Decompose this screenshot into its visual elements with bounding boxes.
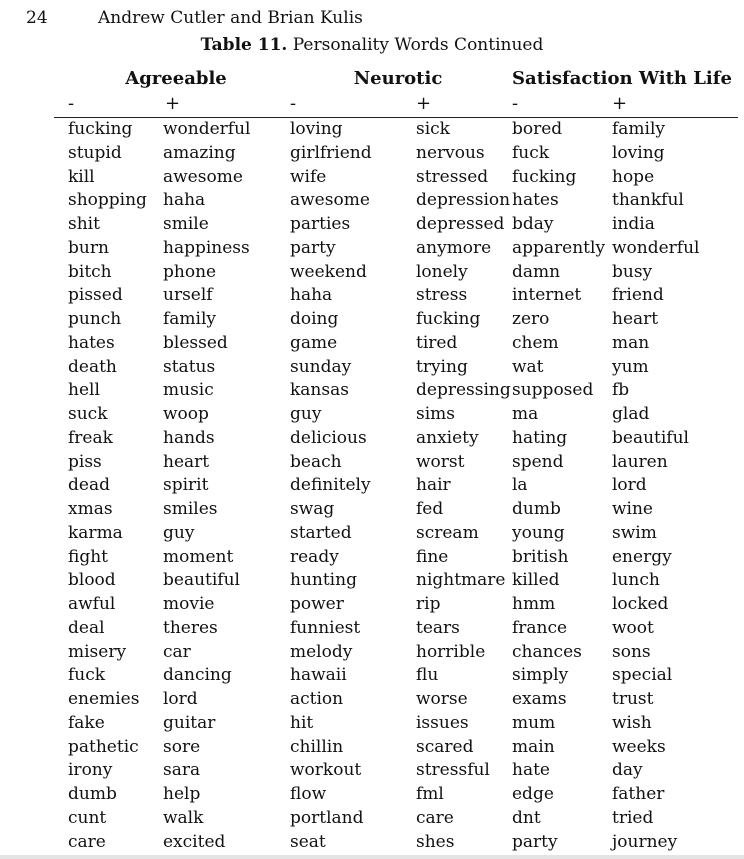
table-cell: enemies	[68, 689, 140, 709]
table-cell: spend	[512, 451, 564, 472]
table-cell: hit	[290, 712, 314, 733]
running-header-authors: Andrew Cutler and Brian Kulis	[98, 8, 363, 28]
table-cell: hell	[68, 380, 100, 401]
table-cell: father	[612, 784, 665, 804]
table-cell: horrible	[416, 641, 486, 662]
table-cell: ready	[290, 546, 339, 567]
table-cell: fucking	[68, 119, 133, 139]
table-cell: help	[163, 784, 201, 804]
table-cell: swag	[290, 499, 335, 519]
table-cell: chem	[512, 332, 559, 353]
group-header-satisfaction: Satisfaction With Life	[512, 68, 732, 89]
table-cell: woop	[163, 404, 209, 424]
table-cell: stressful	[416, 760, 490, 781]
table-cell: young	[512, 522, 565, 543]
table-cell: misery	[68, 641, 127, 662]
group-header-agreeable: Agreeable	[125, 68, 227, 89]
table-cell: man	[612, 332, 650, 353]
sign-neg-satisfaction: -	[512, 93, 519, 114]
table-cell: kill	[68, 166, 95, 187]
table-cell: karma	[68, 522, 123, 543]
table-cell: dead	[68, 475, 110, 496]
table-cell: bitch	[68, 261, 112, 282]
table-cell: party	[290, 237, 336, 258]
table-cell: weekend	[290, 261, 367, 282]
table-cell: busy	[612, 261, 653, 282]
table-cell: parties	[290, 214, 351, 234]
table-cell: guitar	[163, 712, 216, 733]
table-cell: shes	[416, 831, 455, 852]
table-cell: stressed	[416, 166, 489, 187]
table-cell: status	[163, 356, 216, 377]
table-cell: hope	[612, 166, 655, 187]
table-cell: funniest	[290, 617, 361, 638]
table-cell: happiness	[163, 237, 250, 258]
table-cell: smile	[163, 214, 209, 234]
table-cell: cunt	[68, 807, 107, 828]
table-cell: hair	[416, 475, 451, 496]
table-cell: shit	[68, 214, 100, 234]
table-cell: death	[68, 356, 117, 377]
column-neurotic-pos	[416, 118, 511, 854]
table-cell: special	[612, 665, 673, 686]
table-cell: sims	[416, 404, 456, 424]
table-cell: care	[68, 831, 106, 852]
table-cell: main	[512, 736, 555, 757]
table-cell: killed	[512, 570, 560, 591]
table-cell: beautiful	[163, 570, 240, 591]
table-cell: fucking	[512, 166, 577, 187]
table-cell: heart	[163, 451, 210, 472]
table-cell: party	[512, 831, 558, 852]
table-cell: shopping	[68, 190, 147, 211]
table-cell: wat	[512, 356, 544, 377]
table-cell: hmm	[512, 594, 556, 614]
table-cell: fight	[68, 546, 109, 567]
table-cell: edge	[512, 784, 554, 804]
table-cell: issues	[416, 712, 469, 733]
table-cell: journey	[612, 831, 678, 852]
table-cell: british	[512, 546, 569, 567]
table-cell: lord	[612, 475, 647, 496]
table-cell: excited	[163, 831, 226, 852]
table-cell: fake	[68, 712, 105, 733]
table-cell: awful	[68, 594, 116, 614]
table-cell: beautiful	[612, 427, 689, 448]
table-cell: deal	[68, 617, 105, 638]
table-cell: started	[290, 522, 352, 543]
table-cell: game	[290, 332, 338, 353]
table-cell: spirit	[163, 475, 209, 496]
table-cell: moment	[163, 546, 234, 567]
table-cell: woot	[612, 617, 654, 638]
table-cell: anxiety	[416, 427, 479, 448]
table-cell: tears	[416, 617, 460, 638]
table-cell: weeks	[612, 736, 666, 757]
table-cell: flow	[290, 784, 327, 804]
table-cell: fuck	[512, 142, 550, 163]
sign-neg-agreeable: -	[68, 93, 75, 114]
table-cell: loving	[290, 119, 343, 139]
table-cell: thankful	[612, 190, 684, 211]
table-cell: dnt	[512, 807, 541, 828]
table-cell: walk	[163, 807, 204, 828]
table-cell: fml	[416, 784, 444, 804]
table-cell: wine	[612, 499, 653, 519]
table-cell: wonderful	[612, 237, 700, 258]
table-cell: burn	[68, 237, 109, 258]
table-cell: rip	[416, 594, 441, 614]
table-cell: girlfriend	[290, 142, 372, 163]
table-cell: swim	[612, 522, 657, 543]
table-cell: lauren	[612, 451, 668, 472]
table-cell: hating	[512, 427, 568, 448]
table-cell: stress	[416, 285, 468, 306]
table-cell: blood	[68, 570, 116, 591]
table-cell: supposed	[512, 380, 594, 401]
table-cell: guy	[290, 404, 322, 424]
table-cell: beach	[290, 451, 342, 472]
table-cell: bday	[512, 214, 554, 234]
table-cell: apparently	[512, 237, 606, 258]
sign-pos-neurotic: +	[416, 93, 432, 114]
table-cell: loving	[612, 142, 665, 163]
table-cell: awesome	[163, 166, 243, 187]
table-cell: france	[512, 617, 568, 638]
table-cell: hunting	[290, 570, 357, 591]
table-cell: worse	[416, 689, 468, 709]
sign-pos-agreeable: +	[165, 93, 181, 114]
table-cell: sunday	[290, 356, 352, 377]
table-cell: hates	[512, 190, 559, 211]
table-cell: portland	[290, 807, 364, 828]
table-cell: sara	[163, 760, 201, 781]
table-cell: doing	[290, 309, 339, 329]
table-cell: workout	[290, 760, 362, 781]
sign-pos-satisfaction: +	[612, 93, 628, 114]
table-cell: worst	[416, 451, 465, 472]
table-cell: sore	[163, 736, 201, 757]
table-cell: fine	[416, 546, 449, 567]
column-satisfaction-neg	[512, 118, 605, 854]
table-cell: heart	[612, 309, 659, 329]
table-cell: tired	[416, 332, 458, 353]
table-cell: lunch	[612, 570, 660, 591]
table-cell: irony	[68, 760, 113, 781]
table-cell: delicious	[290, 427, 367, 448]
column-satisfaction-pos	[612, 118, 699, 854]
table-cell: depressing	[416, 380, 511, 401]
table-cell: nightmare	[416, 570, 506, 591]
table-cell: trust	[612, 689, 654, 709]
column-neurotic-neg	[290, 118, 372, 854]
table-cell: pissed	[68, 285, 123, 306]
column-agreeable-pos	[163, 118, 250, 854]
table-cell: tried	[612, 807, 654, 828]
table-cell: locked	[612, 594, 669, 614]
table-cell: wife	[290, 166, 327, 187]
table-cell: india	[612, 214, 655, 234]
table-cell: dumb	[68, 784, 117, 804]
table-cell: sons	[612, 641, 651, 662]
table-cell: wonderful	[163, 119, 251, 139]
table-cell: friend	[612, 285, 664, 306]
table-cell: nervous	[416, 142, 485, 163]
table-cell: bored	[512, 119, 563, 139]
table-cell: scared	[416, 736, 474, 757]
table-cell: ma	[512, 404, 539, 424]
table-cell: energy	[612, 546, 672, 567]
table-cell: chances	[512, 641, 582, 662]
table-cell: scream	[416, 522, 479, 543]
table-cell: hands	[163, 427, 215, 448]
table-cell: hate	[512, 760, 550, 781]
table-cell: fed	[416, 499, 444, 519]
table-cell: stupid	[68, 142, 122, 163]
table-cell: haha	[290, 285, 333, 306]
table-cell: awesome	[290, 190, 370, 211]
table-cell: wish	[612, 712, 652, 733]
table-cell: zero	[512, 309, 550, 329]
table-cell: depressed	[416, 214, 505, 234]
group-header-neurotic: Neurotic	[353, 68, 443, 89]
table-cell: anymore	[416, 237, 492, 258]
table-cell: pathetic	[68, 736, 139, 757]
table-cell: internet	[512, 285, 582, 306]
column-agreeable-neg	[68, 118, 147, 854]
table-cell: melody	[290, 641, 353, 662]
table-cell: mum	[512, 712, 556, 733]
page-bottom-edge	[0, 855, 744, 859]
table-cell: guy	[163, 522, 195, 543]
table-cell: haha	[163, 190, 206, 211]
table-cell: depression	[416, 190, 511, 211]
table-cell: exams	[512, 689, 567, 709]
table-cell: lord	[163, 689, 198, 709]
caption-label: Table 11.	[200, 35, 288, 55]
table-cell: amazing	[163, 142, 236, 163]
page-number: 24	[26, 8, 48, 28]
table-cell: dumb	[512, 499, 561, 519]
table-cell: smiles	[163, 499, 218, 519]
table-cell: theres	[163, 617, 218, 638]
table-cell: la	[512, 475, 528, 496]
table-cell: damn	[512, 261, 561, 282]
table-cell: hawaii	[290, 665, 347, 686]
table-cell: punch	[68, 309, 122, 329]
table-caption	[0, 35, 744, 55]
table-cell: fucking	[416, 309, 481, 329]
table-cell: yum	[612, 356, 649, 377]
table-cell: family	[163, 309, 217, 329]
table-cell: fuck	[68, 665, 106, 686]
table-cell: seat	[290, 831, 326, 852]
table-cell: fb	[612, 380, 630, 401]
table-cell: urself	[163, 285, 213, 306]
table-cell: family	[612, 119, 666, 139]
table-cell: blessed	[163, 332, 228, 353]
table-cell: dancing	[163, 665, 232, 686]
table-cell: trying	[416, 356, 468, 377]
table-cell: phone	[163, 261, 217, 282]
table-cell: definitely	[290, 475, 371, 496]
table-cell: hates	[68, 332, 115, 353]
table-cell: power	[290, 594, 344, 614]
table-cell: lonely	[416, 261, 468, 282]
table-cell: simply	[512, 665, 569, 686]
table-cell: kansas	[290, 380, 349, 401]
table-cell: sick	[416, 119, 450, 139]
table-cell: xmas	[68, 499, 113, 519]
table-cell: movie	[163, 594, 215, 614]
table-cell: glad	[612, 404, 650, 424]
table-cell: music	[163, 380, 214, 401]
table-cell: car	[163, 641, 191, 662]
table-cell: flu	[416, 665, 439, 686]
table-cell: action	[290, 689, 344, 709]
table-cell: suck	[68, 404, 108, 424]
table-cell: day	[612, 760, 643, 781]
table-cell: chillin	[290, 736, 344, 757]
caption-text: Personality Words Continued	[287, 35, 544, 55]
table-cell: care	[416, 807, 454, 828]
sign-neg-neurotic: -	[290, 93, 297, 114]
table-cell: piss	[68, 451, 102, 472]
table-cell: freak	[68, 427, 113, 448]
